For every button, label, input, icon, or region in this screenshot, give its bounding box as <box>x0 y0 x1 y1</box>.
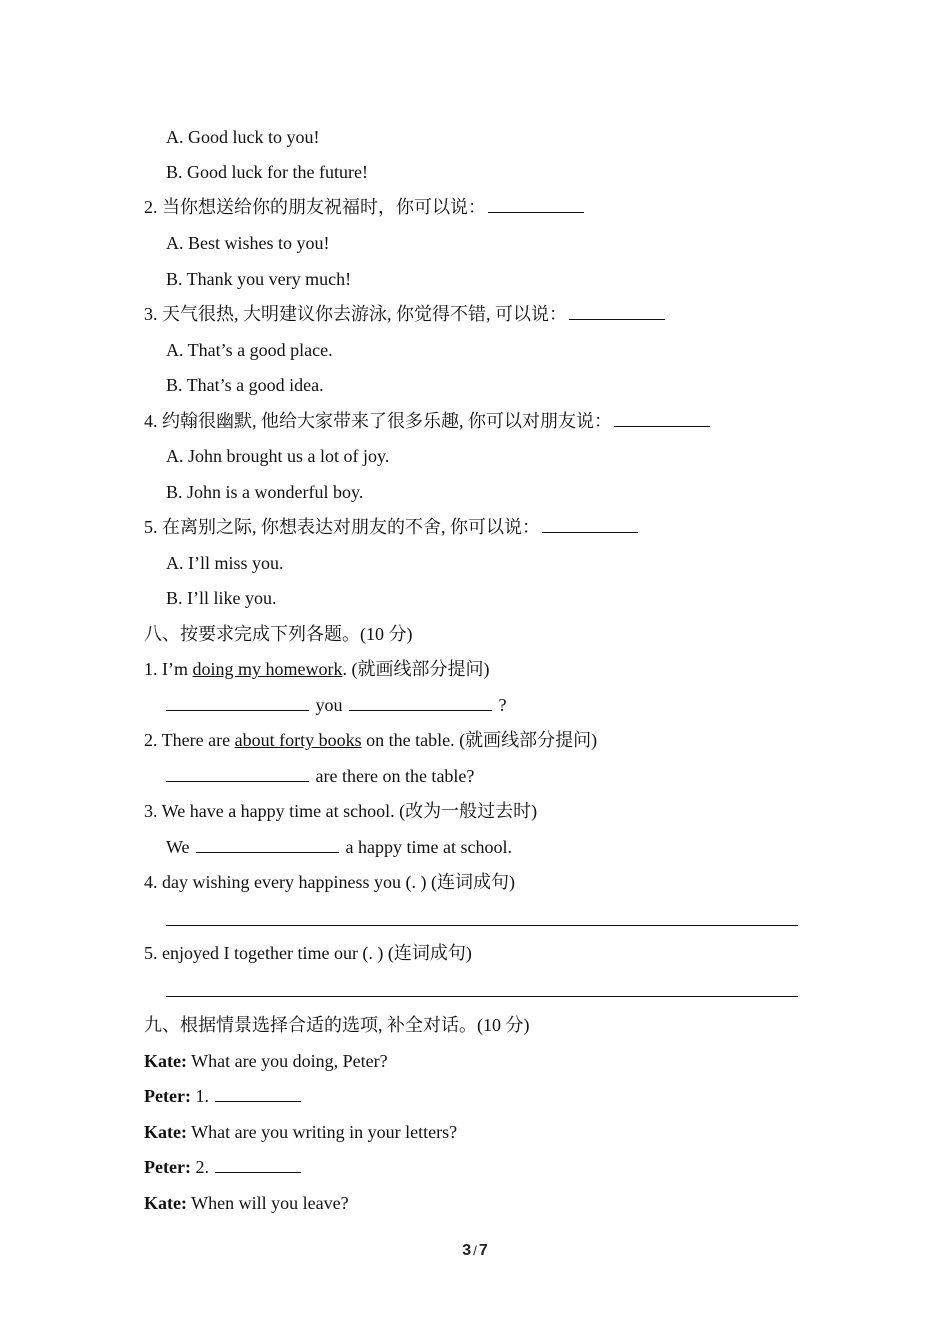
s8-q1-prefix: 1. I’m <box>144 659 193 679</box>
s8-q2-answer <box>166 763 474 789</box>
s8-q1-answer <box>166 692 507 718</box>
q4-stem-text: 4. 约翰很幽默, 他给大家带来了很多乐趣, 你可以对朋友说： <box>144 411 612 431</box>
dialogue-speaker: Kate: <box>144 1051 187 1071</box>
s8-q1-answer-mid: you <box>311 695 347 715</box>
q2-answer-blank[interactable] <box>488 194 584 213</box>
dialogue-line-4 <box>144 1154 303 1180</box>
q5-stem-text: 5. 在离别之际, 你想表达对朋友的不舍, 你可以说： <box>144 517 540 537</box>
q3-answer-blank[interactable] <box>569 301 665 320</box>
s8-q4-stem: 4. day wishing every happiness you (. ) (连词成句) <box>144 872 515 892</box>
s8-q5-stem: 5. enjoyed I together time our (. ) (连词成句) <box>144 943 472 963</box>
s8-q1-blank-2[interactable] <box>349 692 492 711</box>
dialogue-line-3 <box>144 1119 457 1145</box>
q2-option-a: A. Best wishes to you! <box>166 233 330 253</box>
q2-stem-text: 2. 当你想送给你的朋友祝福时，你可以说： <box>144 197 486 217</box>
s8-q1-answer-end: ? <box>494 695 507 715</box>
q4-option-a: A. John brought us a lot of joy. <box>166 446 390 466</box>
page-separator: / <box>473 1243 477 1258</box>
section9-title: 九、根据情景选择合适的选项, 补全对话。(10 分) <box>144 1015 530 1035</box>
q4-answer-blank[interactable] <box>614 408 710 427</box>
dialogue-blank-1[interactable] <box>215 1083 301 1102</box>
s8-q1-underlined: doing my homework <box>192 659 343 679</box>
page-total: 7 <box>478 1242 488 1259</box>
dialogue-line-5 <box>144 1190 349 1216</box>
dialogue-speaker: Peter: <box>144 1157 191 1177</box>
s8-q2-stem <box>144 727 597 753</box>
q5-option-a: A. I’ll miss you. <box>166 553 284 573</box>
q4-stem <box>144 408 712 434</box>
s8-q2-prefix: 2. There are <box>144 730 235 750</box>
s8-q2-underlined: about forty books <box>234 730 362 750</box>
s8-q1-stem <box>144 656 490 682</box>
s8-q3-stem: 3. We have a happy time at school. (改为一般过去时) <box>144 801 538 821</box>
q2-stem <box>144 194 586 220</box>
s8-q2-blank-1[interactable] <box>166 763 309 782</box>
dialogue-blank-2[interactable] <box>215 1154 301 1173</box>
section8-title: 八、按要求完成下列各题。(10 分) <box>144 624 413 644</box>
dialogue-text: What are you doing, Peter? <box>186 1051 388 1071</box>
s8-q5-answer-line[interactable] <box>166 996 798 997</box>
q5-stem <box>144 514 640 540</box>
s8-q3-blank-1[interactable] <box>196 834 339 853</box>
q5-answer-blank[interactable] <box>542 514 638 533</box>
s8-q2-suffix: on the table. (就画线部分提问) <box>361 730 598 750</box>
q3-stem-text: 3. 天气很热, 大明建议你去游泳, 你觉得不错, 可以说： <box>144 304 567 324</box>
q4-option-b: B. John is a wonderful boy. <box>166 482 364 502</box>
q3-option-b: B. That’s a good idea. <box>166 375 324 395</box>
q1-option-a: A. Good luck to you! <box>166 127 320 147</box>
dialogue-text: 2. <box>190 1157 214 1177</box>
dialogue-text: What are you writing in your letters? <box>186 1122 458 1142</box>
q3-stem <box>144 301 667 327</box>
s8-q3-answer-end: a happy time at school. <box>341 837 513 857</box>
s8-q4-answer-line[interactable] <box>166 925 798 926</box>
q5-option-b: B. I’ll like you. <box>166 588 277 608</box>
dialogue-text: 1. <box>190 1086 214 1106</box>
dialogue-speaker: Kate: <box>144 1193 187 1213</box>
q2-option-b: B. Thank you very much! <box>166 269 352 289</box>
dialogue-text: When will you leave? <box>186 1193 349 1213</box>
s8-q2-answer-end: are there on the table? <box>311 766 475 786</box>
q1-option-b: B. Good luck for the future! <box>166 162 368 182</box>
dialogue-line-2 <box>144 1083 303 1109</box>
s8-q1-suffix: . (就画线部分提问) <box>342 659 490 679</box>
dialogue-speaker: Peter: <box>144 1086 191 1106</box>
s8-q3-answer-start: We <box>166 837 195 857</box>
dialogue-line-1 <box>144 1048 388 1074</box>
page-number <box>0 1242 950 1260</box>
s8-q1-blank-1[interactable] <box>166 692 309 711</box>
s8-q3-answer <box>166 834 512 860</box>
dialogue-speaker: Kate: <box>144 1122 187 1142</box>
q3-option-a: A. That’s a good place. <box>166 340 333 360</box>
page-current: 3 <box>462 1242 472 1259</box>
